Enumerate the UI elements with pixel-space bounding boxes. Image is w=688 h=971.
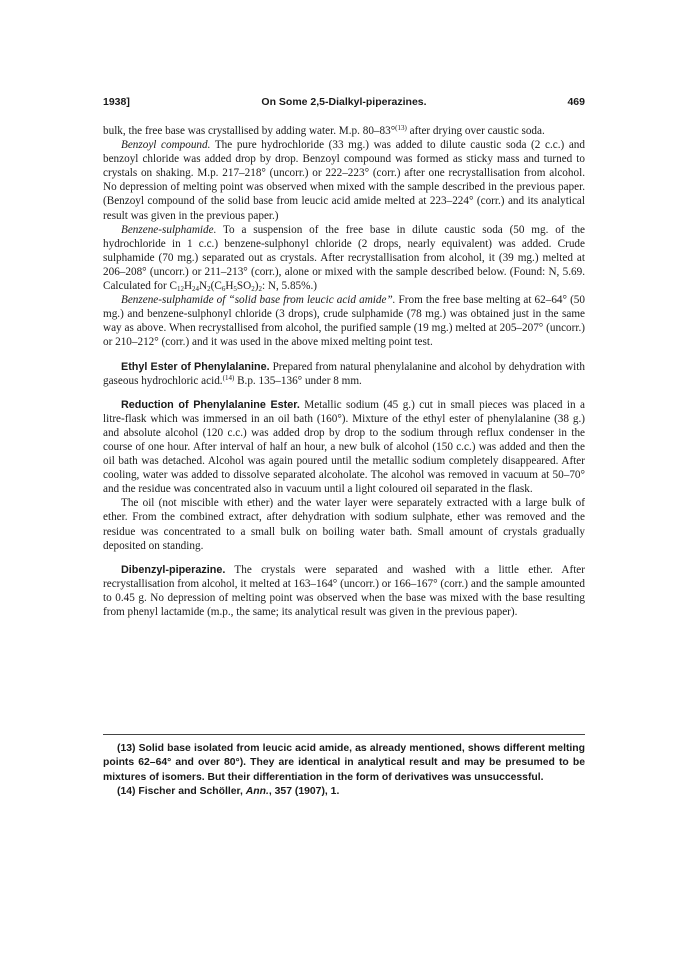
- subheading: Benzene-sulphamide of “solid base from leucic acid amide”.: [121, 294, 396, 307]
- paragraph-sulphamide-leucic: Benzene-sulphamide of “solid base from leucic acid amide”. From the free base melting at 62–64° (50 mg.) and benzene-sulphonyl chloride (3 drops), crude sulphamide (78 mg.) was obtained just in the same way as above. When recrystallised from alcohol, the purified sample (19 mg.) melted at 205–207° (uncorr.) or 210–212° (corr.) and it was used in the above mixed melting point test.: [103, 294, 585, 349]
- header-title: On Some 2,5-Dialkyl-piperazines.: [261, 96, 427, 108]
- footnote-divider: [103, 734, 585, 735]
- running-header: [103, 96, 585, 110]
- header-year: 1938]: [103, 96, 130, 108]
- footnotes: [103, 742, 585, 800]
- section-dibenzyl-piperazine: Dibenzyl-piperazine. The crystals were separated and washed with a little ether. After recrystallisation from alcohol, it melted at 163–164° (uncorr.) or 166–167° (corr.) and the sample amounted to 0.45 g. No depression of melting point was observed when the base was mixed with the base resulting from phenyl lactamide (m.p., the same; its analytical result was given in the previous paper).: [103, 563, 585, 618]
- page-number: 469: [567, 96, 585, 108]
- footnote-ref-14: (14): [222, 373, 235, 382]
- paragraph-benzoyl-compound: Benzoyl compound. The pure hydrochloride (33 mg.) was added to dilute caustic soda (2 c.c.) and benzoyl chloride was added drop by drop. Benzoyl compound was formed as sticky mass and turned to crystals on shaking. M.p. 217–218° (uncorr.) or 222–223° (corr.) after one recrystallisation from alcohol. No depression of melting point was observed when mixed with the sample described in the previous paper. (Benzoyl compound of the solid base from leucic acid amide melted at 223–224° (corr.) and its analytical result was given in the previous paper.): [103, 139, 585, 222]
- paragraph-benzene-sulphamide: Benzene-sulphamide. To a suspension of the free base in dilute caustic soda (50 mg. of the hydrochloride in 1 c.c.) benzene-sulphonyl chloride (2 drops, nearly equivalent) was added. Crude sulphamide (70 mg.) separated out as crystals. After recrystallisation from alcohol, it (39 mg.) melted at 206–208° (uncorr.) or 211–213° (corr.), alone or mixed with the sample described below. (Found: N, 5.69. Calculated for $C_{12}H_{24}N_2(C_6H_5SO_2)_2$: N, 5.85%.): [103, 223, 585, 294]
- subheading: Benzene-sulphamide.: [121, 223, 217, 236]
- paragraph-extraction: The oil (not miscible with ether) and the water layer were separately extracted with a large bulk of ether. From the combined extract, after dehydration with sodium sulphate, ether was removed and the residue was concentrated to a small bulk on boiling water bath. Small amount of crystals gradually deposited on standing.: [103, 497, 585, 552]
- footnote-14: (14) Fischer and Schöller, Ann., 357 (1907), 1.: [117, 786, 340, 798]
- section-heading: Reduction of Phenylalanine Ester.: [121, 398, 300, 411]
- section-heading: Dibenzyl-piperazine.: [121, 563, 226, 576]
- section-reduction: Reduction of Phenylalanine Ester. Metallic sodium (45 g.) cut in small pieces was placed in a litre-flask which was immersed in an oil bath (160°). Mixture of the ethyl ester of phenylalanine (38 g.) and absolute alcohol (120 c.c.) was added drop by drop to the sodium through reflux condenser in the course of one hour. After interval of half an hour, a new bulk of alcohol (150 c.c.) was added and then the oil bath was detached. Alcohol was again poured until the metallic sodium completely disappeared. After cooling, water was added to dissolve separated alcoholate. The alcohol was removed in vacuum at 50–70° and the residue was concentrated also in vacuum until a light coloured oil separated in the flask.: [103, 398, 585, 496]
- molecular-formula: $C_{12}H_{24}N_2(C_6H_5SO_2)_2$: [169, 280, 262, 294]
- footnote-ref-13: (13): [395, 124, 407, 132]
- section-heading: Ethyl Ester of Phenylalanine.: [121, 360, 270, 373]
- footnote-13: (13) Solid base isolated from leucic acid amide, as already mentioned, shows different melting points 62–64° and over 80°). They are identical in analytical result and may be presumed to be mixtures of isomers. But their differentiation in the form of derivatives was unsuccessful.: [103, 743, 585, 783]
- journal-name: Ann.: [245, 786, 269, 798]
- body-text: [103, 124, 585, 619]
- section-ethyl-ester: Ethyl Ester of Phenylalanine. Prepared from natural phenylalanine and alcohol by dehydration with gaseous hydrochloric acid.$^{(14)}$ B.p. 135–136° under 8 mm.: [103, 360, 585, 387]
- paragraph-continuation: bulk, the free base was crystallised by adding water. M.p. 80–83°$^{(13)}$ after drying over caustic soda.: [103, 124, 545, 137]
- subheading: Benzoyl compound.: [121, 139, 211, 152]
